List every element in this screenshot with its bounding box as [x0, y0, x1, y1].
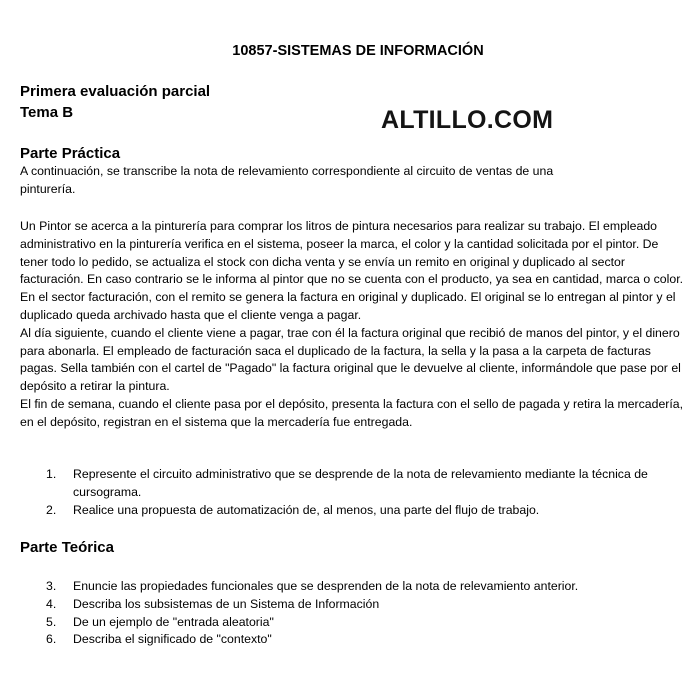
question-text: Represente el circuito administrativo que se desprende de la nota de relevamiento mediante la técnica de cursograma.: [73, 467, 648, 499]
list-item: [20, 631, 686, 649]
tema-label: Tema B: [20, 104, 74, 121]
watermark-logo: ALTILLO.COM: [381, 106, 554, 134]
question-number: 4.: [46, 596, 57, 611]
relevamiento-text: [20, 218, 686, 432]
question-text: Describa el significado de "contexto": [73, 632, 272, 647]
teorica-questions: [20, 578, 686, 649]
question-text: Describa los subsistemas de un Sistema de Información: [73, 596, 380, 611]
question-number: 5.: [46, 614, 57, 629]
evaluation-title: Primera evaluación parcial: [20, 83, 211, 100]
list-item: [20, 466, 686, 502]
paragraph: El fin de semana, cuando el cliente pasa por el depósito, presenta la factura con el sello de pagada y retira la mercadería, en el depósito, registran en el sistema que la mercadería fue entregada.: [20, 396, 684, 429]
paragraph: Un Pintor se acerca a la pinturería para comprar los litros de pintura necesarios para realizar su trabajo. El empleado administrativo en la pinturería verifica en el sistema, poseer la marca, el color y la cantidad solicitada por el pintor. De tener todo lo pedido, se actualiza el stock con dicha venta y se envía un remito en original y duplicado al sector facturación. En caso contrario se le informa al pintor que no se cuenta con el producto, ya sea en cantidad, marca o color.: [20, 219, 684, 287]
list-item: [20, 578, 686, 596]
paragraph: Al día siguiente, cuando el cliente viene a pagar, trae con él la factura original que recibió de manos del pintor, y el dinero para abonarla. El empleado de facturación saca el duplicado de la factura, la sella y la pasa a la carpeta de facturas pagas. Sella también con el cartel de "Pagado" la factura original que le devuelve al cliente, informándole que pase por el depósito a retirar la pintura.: [20, 325, 681, 394]
section-title-practica: Parte Práctica: [20, 145, 121, 162]
paragraph: En el sector facturación, con el remito se genera la factura en original y duplicado. El original se lo entregan al pintor y el duplicado queda archivado hasta que el cliente venga a pagar.: [20, 290, 676, 322]
list-item: [20, 502, 686, 520]
course-title: 10857-SISTEMAS DE INFORMACIÓN: [232, 43, 484, 59]
question-text: Enuncie las propiedades funcionales que se desprenden de la nota de relevamiento anterior.: [73, 579, 579, 593]
section-title-teorica: Parte Teórica: [20, 539, 114, 556]
practica-questions: [20, 466, 686, 519]
list-item: [20, 596, 686, 614]
question-number: 2.: [46, 502, 57, 517]
practica-intro: A continuación, se transcribe la nota de relevamiento correspondiente al circuito de ventas de una pinturería.: [20, 164, 554, 196]
list-item: [20, 614, 686, 632]
question-text: De un ejemplo de "entrada aleatoria": [73, 614, 274, 629]
question-number: 1.: [46, 467, 57, 481]
question-number: 6.: [46, 632, 57, 647]
question-text: Realice una propuesta de automatización de, al menos, una parte del flujo de trabajo.: [73, 502, 540, 517]
question-number: 3.: [46, 579, 57, 593]
